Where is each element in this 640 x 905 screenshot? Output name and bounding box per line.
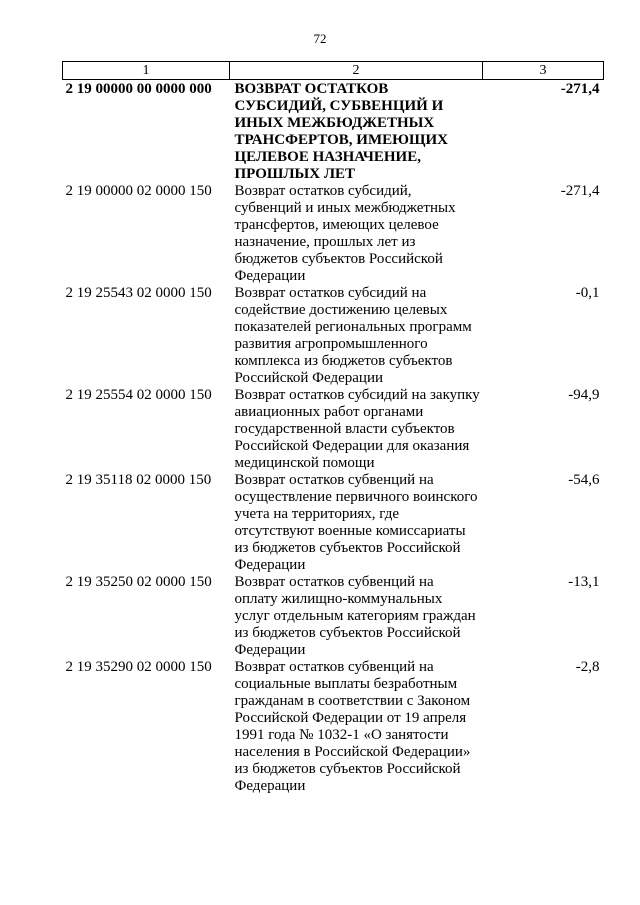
row-code: 2 19 35250 02 0000 150 [65,574,212,590]
table-row [63,285,604,387]
row-name: Возврат остатков субсидий, субвенций и иных межбюджетных трансфертов, имеющих целевое назначение, прошлых лет из бюджетов субъектов Российской Федерации [234,183,456,284]
row-name: Возврат остатков субсидий на содействие достижению целевых показателей региональных программ развития агропромышленного комплекса из бюджетов субъектов Российской Федерации [234,285,472,386]
row-name: Возврат остатков субсидий на закупку авиационных работ органами государственной власти субъектов Российской Федерации для оказания медицинской помощи [234,387,480,471]
column-header-1: 1 [63,62,230,80]
row-amount: -271,4 [560,81,600,97]
row-code: 2 19 35118 02 0000 150 [65,472,212,488]
table-row [63,80,604,184]
table-body [63,80,604,796]
row-code: 2 19 25543 02 0000 150 [65,285,212,301]
row-name: Возврат остатков субвенций на социальные выплаты безработным гражданам в соответствии с Законом Российской Федерации от 19 апреля 1991 года № 1032-1 «О занятости населения в Российской Федерации» из бюджетов субъектов Российской Федерации [234,659,471,794]
row-name: ВОЗВРАТ ОСТАТКОВ СУБСИДИЙ, СУБВЕНЦИЙ И ИНЫХ МЕЖБЮДЖЕТНЫХ ТРАНСФЕРТОВ, ИМЕЮЩИХ ЦЕЛЕВОЕ НАЗНАЧЕНИЕ, ПРОШЛЫХ ЛЕТ [234,81,448,182]
row-name: Возврат остатков субвенций на осуществление первичного воинского учета на территориях, где отсутствуют военные комиссариаты из бюджетов субъектов Российской Федерации [234,472,478,573]
table-row [63,659,604,795]
row-amount: -54,6 [568,472,600,488]
row-amount: -94,9 [568,387,600,403]
row-name: Возврат остатков субвенций на оплату жилищно-коммунальных услуг отдельным категориям граждан из бюджетов субъектов Российской Федерации [234,574,476,658]
column-header-2: 2 [230,62,483,80]
column-header-3: 3 [483,62,604,80]
row-code: 2 19 00000 00 0000 000 [65,81,212,97]
table-row [63,183,604,285]
row-amount: -0,1 [575,285,600,301]
budget-table [62,61,604,795]
header-row [63,62,604,80]
row-code: 2 19 25554 02 0000 150 [65,387,212,403]
row-code: 2 19 00000 02 0000 150 [65,183,212,199]
table-row [63,574,604,659]
page-number: 72 [313,31,327,46]
row-amount: -271,4 [560,183,600,199]
table-row [63,472,604,574]
row-amount: -13,1 [568,574,600,590]
row-code: 2 19 35290 02 0000 150 [65,659,212,675]
row-amount: -2,8 [575,659,600,675]
table-row [63,387,604,472]
table-header [63,62,604,80]
